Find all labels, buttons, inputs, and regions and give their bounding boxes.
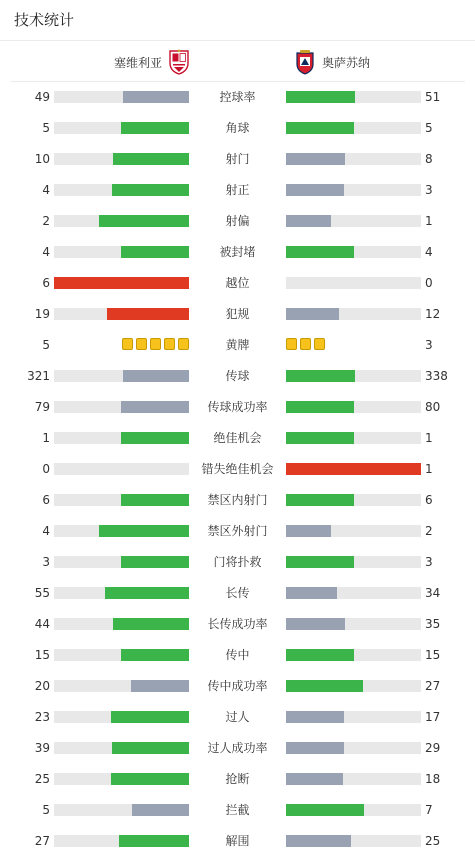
away-value: 3 xyxy=(425,555,433,569)
home-value: 10 xyxy=(34,152,50,166)
home-value: 2 xyxy=(42,214,50,228)
home-value: 79 xyxy=(34,400,50,414)
stat-row xyxy=(0,490,475,510)
stat-label: 射正 xyxy=(225,183,250,197)
yellow-card-icon xyxy=(164,338,175,350)
away-team-name: 奥萨苏纳 xyxy=(322,55,371,70)
away-bar-track xyxy=(286,215,421,227)
away-value: 51 xyxy=(425,90,441,104)
away-value: 27 xyxy=(425,679,441,693)
stat-row xyxy=(0,583,475,603)
stat-label: 传球 xyxy=(225,369,250,383)
stat-label: 长传成功率 xyxy=(207,617,268,631)
home-value: 15 xyxy=(34,648,50,662)
away-bar-fill xyxy=(286,804,364,816)
away-value: 2 xyxy=(425,524,433,538)
away-bar-track xyxy=(286,308,421,320)
home-bar-fill xyxy=(121,494,189,506)
home-bar-track xyxy=(54,804,189,816)
home-bar-track xyxy=(54,463,189,475)
away-value: 1 xyxy=(425,462,433,476)
home-value: 39 xyxy=(34,741,50,755)
away-value: 3 xyxy=(425,183,433,197)
away-bar-fill xyxy=(286,184,344,196)
away-value: 15 xyxy=(425,648,441,662)
stat-label: 被封堵 xyxy=(219,245,256,259)
away-bar-track xyxy=(286,370,421,382)
stat-label: 角球 xyxy=(225,121,250,135)
home-value: 19 xyxy=(34,307,50,321)
away-bar-fill xyxy=(286,680,363,692)
away-value: 80 xyxy=(425,400,441,414)
home-value: 5 xyxy=(42,338,50,352)
home-value: 1 xyxy=(42,431,50,445)
stat-row xyxy=(0,645,475,665)
away-bar-fill xyxy=(286,432,354,444)
home-bar-track xyxy=(54,587,189,599)
away-value: 6 xyxy=(425,493,433,507)
home-bar-fill xyxy=(132,804,189,816)
away-bar-fill xyxy=(286,401,354,413)
away-value: 17 xyxy=(425,710,441,724)
stat-row xyxy=(0,180,475,200)
away-bar-fill xyxy=(286,494,354,506)
away-bar-fill xyxy=(286,587,337,599)
stat-row xyxy=(0,800,475,820)
stat-label: 传中 xyxy=(225,648,250,662)
away-bar-track xyxy=(286,618,421,630)
stat-label: 传中成功率 xyxy=(207,679,268,693)
away-bar-track xyxy=(286,463,421,475)
home-bar-track xyxy=(54,525,189,537)
home-bar-fill xyxy=(121,246,189,258)
home-bar-fill xyxy=(105,587,189,599)
away-value: 35 xyxy=(425,617,441,631)
home-value: 0 xyxy=(42,462,50,476)
home-bar-track xyxy=(54,773,189,785)
stat-row xyxy=(0,738,475,758)
stat-label: 犯规 xyxy=(225,307,250,321)
stat-row xyxy=(0,366,475,386)
away-bar-fill xyxy=(286,649,354,661)
home-bar-fill xyxy=(111,711,189,723)
home-value: 6 xyxy=(42,276,50,290)
home-bar-track xyxy=(54,122,189,134)
home-bar-fill xyxy=(99,215,189,227)
stat-label: 射偏 xyxy=(225,214,250,228)
home-value: 49 xyxy=(34,90,50,104)
home-value: 55 xyxy=(34,586,50,600)
home-value: 44 xyxy=(34,617,50,631)
home-bar-track xyxy=(54,432,189,444)
home-yellow-cards xyxy=(122,338,189,352)
home-bar-fill xyxy=(112,742,189,754)
home-bar-fill xyxy=(121,556,189,568)
away-bar-track xyxy=(286,494,421,506)
home-bar-fill xyxy=(113,618,189,630)
stat-row xyxy=(0,552,475,572)
stat-label: 过人 xyxy=(225,710,250,724)
home-bar-track xyxy=(54,556,189,568)
stat-label: 黄牌 xyxy=(225,338,250,352)
away-bar-fill xyxy=(286,618,345,630)
away-bar-fill xyxy=(286,711,344,723)
away-bar-track xyxy=(286,122,421,134)
away-bar-track xyxy=(286,742,421,754)
away-value: 7 xyxy=(425,803,433,817)
home-value: 23 xyxy=(34,710,50,724)
away-bar-fill xyxy=(286,215,331,227)
home-bar-track xyxy=(54,680,189,692)
home-bar-fill xyxy=(123,91,189,103)
stat-row xyxy=(0,242,475,262)
away-bar-track xyxy=(286,525,421,537)
home-bar-track xyxy=(54,494,189,506)
home-bar-track xyxy=(54,742,189,754)
stat-label: 控球率 xyxy=(219,90,256,104)
stat-label: 射门 xyxy=(225,152,250,166)
away-bar-track xyxy=(286,153,421,165)
yellow-card-icon xyxy=(300,338,311,350)
away-bar-track xyxy=(286,773,421,785)
home-bar-track xyxy=(54,91,189,103)
home-bar-fill xyxy=(99,525,189,537)
home-bar-fill xyxy=(112,184,189,196)
stat-row xyxy=(0,428,475,448)
home-bar-fill xyxy=(113,153,189,165)
away-value: 25 xyxy=(425,834,441,848)
away-bar-track xyxy=(286,432,421,444)
away-value: 29 xyxy=(425,741,441,755)
stat-row xyxy=(0,831,475,851)
yellow-card-icon xyxy=(136,338,147,350)
away-bar-track xyxy=(286,711,421,723)
yellow-card-icon xyxy=(286,338,297,350)
stat-label: 错失绝佳机会 xyxy=(201,462,274,476)
stat-row xyxy=(0,304,475,324)
away-bar-track xyxy=(286,835,421,847)
home-bar-fill xyxy=(107,308,189,320)
home-value: 27 xyxy=(34,834,50,848)
away-bar-track xyxy=(286,277,421,289)
away-bar-track xyxy=(286,680,421,692)
stat-row xyxy=(0,676,475,696)
away-bar-fill xyxy=(286,835,351,847)
away-value: 1 xyxy=(425,214,433,228)
home-bar-fill xyxy=(131,680,189,692)
home-bar-fill xyxy=(54,277,189,289)
away-value: 4 xyxy=(425,245,433,259)
away-value: 1 xyxy=(425,431,433,445)
yellow-card-icon xyxy=(314,338,325,350)
home-bar-track xyxy=(54,153,189,165)
home-bar-track xyxy=(54,618,189,630)
stat-row xyxy=(0,769,475,789)
stat-label: 传球成功率 xyxy=(207,400,268,414)
home-bar-track xyxy=(54,401,189,413)
home-bar-track xyxy=(54,184,189,196)
away-bar-track xyxy=(286,184,421,196)
stat-label: 禁区内射门 xyxy=(207,493,268,507)
home-value: 321 xyxy=(27,369,50,383)
home-value: 6 xyxy=(42,493,50,507)
away-yellow-cards xyxy=(286,338,325,352)
away-value: 8 xyxy=(425,152,433,166)
away-bar-track xyxy=(286,587,421,599)
away-bar-track xyxy=(286,91,421,103)
away-bar-fill xyxy=(286,122,354,134)
stat-row xyxy=(0,614,475,634)
away-value: 5 xyxy=(425,121,433,135)
away-bar-fill xyxy=(286,556,354,568)
home-bar-fill xyxy=(123,370,189,382)
home-team-name: 塞维利亚 xyxy=(114,55,163,70)
away-bar-fill xyxy=(286,463,421,475)
away-bar-fill xyxy=(286,153,345,165)
home-value: 4 xyxy=(42,245,50,259)
home-bar-track xyxy=(54,835,189,847)
stat-row xyxy=(0,149,475,169)
stat-row xyxy=(0,335,475,355)
stat-row xyxy=(0,211,475,231)
away-value: 12 xyxy=(425,307,441,321)
home-bar-fill xyxy=(111,773,189,785)
home-bar-fill xyxy=(119,835,189,847)
away-bar-track xyxy=(286,401,421,413)
home-value: 5 xyxy=(42,803,50,817)
home-bar-fill xyxy=(121,432,189,444)
away-bar-fill xyxy=(286,773,343,785)
stat-label: 越位 xyxy=(225,276,250,290)
away-value: 0 xyxy=(425,276,433,290)
yellow-card-icon xyxy=(122,338,133,350)
away-bar-track xyxy=(286,556,421,568)
stat-row xyxy=(0,707,475,727)
yellow-card-icon xyxy=(150,338,161,350)
home-bar-track xyxy=(54,370,189,382)
home-bar-fill xyxy=(121,401,189,413)
stat-row xyxy=(0,459,475,479)
home-value: 20 xyxy=(34,679,50,693)
stat-label: 解围 xyxy=(225,834,250,848)
away-bar-fill xyxy=(286,308,339,320)
home-bar-track xyxy=(54,308,189,320)
stat-row xyxy=(0,118,475,138)
stat-row xyxy=(0,87,475,107)
stat-row xyxy=(0,273,475,293)
stat-label: 门将扑救 xyxy=(213,555,262,569)
stat-row xyxy=(0,397,475,417)
stat-label: 绝佳机会 xyxy=(213,431,262,445)
home-value: 3 xyxy=(42,555,50,569)
home-value: 5 xyxy=(42,121,50,135)
away-bar-track xyxy=(286,804,421,816)
away-bar-fill xyxy=(286,246,354,258)
stat-label: 长传 xyxy=(225,586,250,600)
home-value: 4 xyxy=(42,524,50,538)
home-bar-track xyxy=(54,711,189,723)
away-bar-fill xyxy=(286,525,331,537)
home-bar-track xyxy=(54,215,189,227)
page-title: 技术统计 xyxy=(14,11,75,29)
away-value: 338 xyxy=(425,369,448,383)
home-value: 4 xyxy=(42,183,50,197)
stat-label: 禁区外射门 xyxy=(207,524,268,538)
home-bar-fill xyxy=(121,122,189,134)
away-value: 18 xyxy=(425,772,441,786)
yellow-card-icon xyxy=(178,338,189,350)
away-bar-fill xyxy=(286,742,344,754)
stat-row xyxy=(0,521,475,541)
home-bar-fill xyxy=(121,649,189,661)
stat-label: 抢断 xyxy=(225,772,250,786)
home-bar-track xyxy=(54,649,189,661)
home-bar-track xyxy=(54,246,189,258)
stat-label: 拦截 xyxy=(225,803,250,817)
away-bar-track xyxy=(286,649,421,661)
stat-label: 过人成功率 xyxy=(207,741,268,755)
away-bar-fill xyxy=(286,91,355,103)
home-bar-track xyxy=(54,277,189,289)
away-value: 3 xyxy=(425,338,433,352)
away-bar-fill xyxy=(286,370,355,382)
away-value: 34 xyxy=(425,586,441,600)
away-bar-track xyxy=(286,246,421,258)
home-value: 25 xyxy=(34,772,50,786)
